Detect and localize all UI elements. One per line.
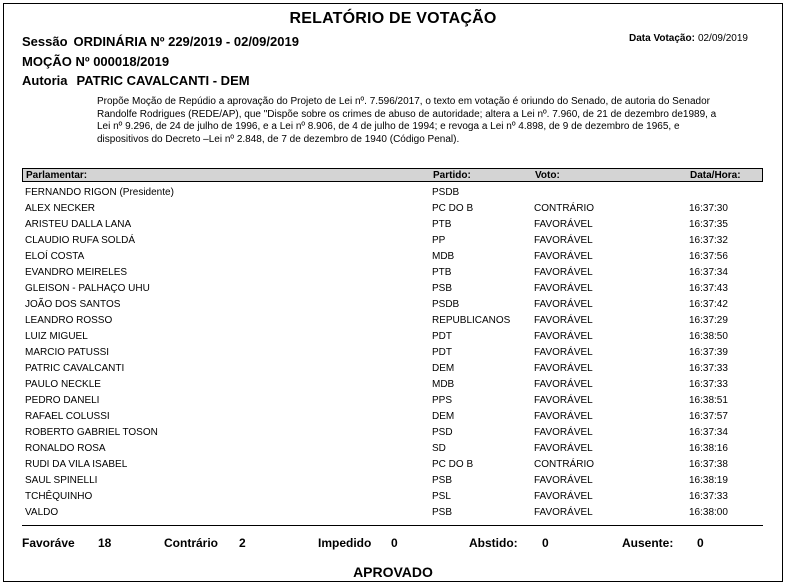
cell-parlamentar: RUDI DA VILA ISABEL [25,459,128,470]
table-row [22,377,763,393]
cell-parlamentar: CLAUDIO RUFA SOLDÁ [25,235,136,246]
cell-voto: FAVORÁVEL [534,219,593,230]
cell-hora: 16:37:43 [689,283,728,294]
cell-hora: 16:38:50 [689,331,728,342]
cell-partido: PSB [432,507,453,518]
report-page [3,3,783,582]
votes-table-header [22,168,763,182]
votes-table-body [22,185,763,521]
autoria-label: Autoria [22,73,68,88]
ementa-line: dispositivos do Decreto –Lei nº 2.848, de 7 de dezembro de 1940 (Código Penal). [97,133,460,145]
cell-voto: FAVORÁVEL [534,507,593,518]
cell-parlamentar: RAFAEL COLUSSI [25,411,110,422]
cell-hora: 16:37:29 [689,315,728,326]
cell-hora: 16:37:33 [689,363,728,374]
cell-partido: PSDB [432,299,460,310]
cell-hora: 16:37:39 [689,347,728,358]
total-impedido-value: 0 [391,536,398,550]
table-row [22,217,763,233]
cell-partido: PTB [432,267,452,278]
cell-hora: 16:38:00 [689,507,728,518]
cell-partido: PTB [432,219,452,230]
table-row [22,185,763,201]
total-abstido-value: 0 [542,536,549,550]
cell-voto: FAVORÁVEL [534,443,593,454]
cell-voto: FAVORÁVEL [534,267,593,278]
cell-partido: PSD [432,427,453,438]
ementa-line: Randolfe Rodrigues (REDE/AP), que "Dispõe sobre os crimes de abuso de autoridade; altera a Lei nº. 7.960, de 21 de dezembro de1989, a [97,108,717,120]
cell-partido: PC DO B [432,203,474,214]
total-abstido-label: Abstido: [469,536,518,550]
data-votacao [629,33,748,44]
cell-partido: MDB [432,251,455,262]
result-status: APROVADO [353,564,433,580]
cell-voto: CONTRÁRIO [534,203,594,214]
cell-parlamentar: ROBERTO GABRIEL TOSON [25,427,158,438]
cell-hora: 16:38:16 [689,443,728,454]
cell-voto: FAVORÁVEL [534,379,593,390]
cell-parlamentar: EVANDRO MEIRELES [25,267,128,278]
cell-parlamentar: MARCIO PATUSSI [25,347,110,358]
table-row [22,425,763,441]
cell-parlamentar: ALEX NECKER [25,203,96,214]
cell-voto: FAVORÁVEL [534,283,593,294]
totals-divider [22,525,763,526]
table-row [22,329,763,345]
cell-parlamentar: ELOÍ COSTA [25,251,85,262]
cell-voto: FAVORÁVEL [534,491,593,502]
cell-partido: PPS [432,395,453,406]
cell-partido: SD [432,443,446,454]
cell-voto: FAVORÁVEL [534,315,593,326]
cell-hora: 16:37:30 [689,203,728,214]
cell-parlamentar: LEANDRO ROSSO [25,315,113,326]
cell-voto: CONTRÁRIO [534,459,594,470]
cell-parlamentar: GLEISON - PALHAÇO UHU [25,283,150,294]
sessao-line [22,34,299,49]
table-row [22,505,763,521]
table-row [22,457,763,473]
table-row [22,441,763,457]
cell-partido: REPUBLICANOS [432,315,511,326]
cell-voto: FAVORÁVEL [534,347,593,358]
cell-partido: DEM [432,363,455,374]
sessao-value: ORDINÁRIA Nº 229/2019 - 02/09/2019 [73,34,299,49]
cell-partido: PSB [432,475,453,486]
cell-parlamentar: TCHÊQUINHO [25,491,93,502]
cell-partido: PDT [432,331,452,342]
cell-hora: 16:37:33 [689,379,728,390]
header-partido: Partido: [433,170,471,181]
cell-parlamentar: JOÃO DOS SANTOS [25,299,121,310]
table-row [22,265,763,281]
mocao-number: MOÇÃO Nº 000018/2019 [22,54,170,69]
header-voto: Voto: [535,170,560,181]
total-contrario-value: 2 [239,536,246,550]
cell-hora: 16:38:19 [689,475,728,486]
table-row [22,393,763,409]
cell-parlamentar: LUIZ MIGUEL [25,331,88,342]
table-row [22,201,763,217]
ementa [97,96,765,146]
sessao-label: Sessão [22,34,68,49]
cell-hora: 16:37:42 [689,299,728,310]
table-row [22,281,763,297]
cell-hora: 16:38:51 [689,395,728,406]
table-row [22,489,763,505]
cell-hora: 16:37:38 [689,459,728,470]
cell-parlamentar: RONALDO ROSA [25,443,106,454]
cell-parlamentar: PAULO NECKLE [25,379,101,390]
cell-voto: FAVORÁVEL [534,411,593,422]
total-ausente-label: Ausente: [622,536,674,550]
autoria-value: PATRIC CAVALCANTI - DEM [76,73,250,88]
cell-partido: PSDB [432,187,460,198]
total-favoravel-label: Favoráve [22,536,75,550]
cell-voto: FAVORÁVEL [534,475,593,486]
totals-line [22,536,763,552]
cell-voto: FAVORÁVEL [534,427,593,438]
cell-voto: FAVORÁVEL [534,395,593,406]
cell-hora: 16:37:32 [689,235,728,246]
report-title: RELATÓRIO DE VOTAÇÃO [289,10,497,27]
total-favoravel-value: 18 [98,536,112,550]
data-votacao-value: 02/09/2019 [697,33,748,44]
table-row [22,297,763,313]
cell-hora: 16:37:34 [689,427,728,438]
cell-parlamentar: SAUL SPINELLI [25,475,98,486]
cell-partido: PP [432,235,446,246]
table-row [22,313,763,329]
cell-voto: FAVORÁVEL [534,331,593,342]
cell-parlamentar: PEDRO DANELI [25,395,100,406]
cell-voto: FAVORÁVEL [534,235,593,246]
cell-parlamentar: VALDO [25,507,59,518]
cell-partido: PSB [432,283,453,294]
cell-voto: FAVORÁVEL [534,363,593,374]
data-votacao-label: Data Votação: [628,33,695,44]
cell-partido: PC DO B [432,459,474,470]
autoria-line [22,73,250,88]
table-row [22,473,763,489]
cell-partido: MDB [432,379,455,390]
cell-partido: PSL [432,491,451,502]
table-row [22,345,763,361]
total-impedido-label: Impedido [318,536,372,550]
cell-voto: FAVORÁVEL [534,299,593,310]
ementa-line: Lei nº 9.296, de 24 de julho de 1996, e a Lei nº 8.906, de 4 de julho de 1994; e revoga a Lei nº 4.898, de 9 de dezembro de 1965, e [97,121,680,132]
header-parlamentar: Parlamentar: [26,170,88,181]
cell-voto: FAVORÁVEL [534,251,593,262]
cell-parlamentar: FERNANDO RIGON (Presidente) [25,187,174,198]
table-row [22,233,763,249]
table-row [22,249,763,265]
cell-parlamentar: PATRIC CAVALCANTI [25,363,125,374]
table-row [22,409,763,425]
cell-hora: 16:37:57 [689,411,728,422]
cell-partido: PDT [432,347,452,358]
cell-hora: 16:37:56 [689,251,728,262]
table-row [22,361,763,377]
total-ausente-value: 0 [697,536,704,550]
cell-parlamentar: ARISTEU DALLA LANA [25,219,132,230]
cell-partido: DEM [432,411,455,422]
cell-hora: 16:37:35 [689,219,728,230]
header-hora: Data/Hora: [690,170,741,181]
cell-hora: 16:37:33 [689,491,728,502]
cell-hora: 16:37:34 [689,267,728,278]
ementa-line: Propõe Moção de Repúdio a aprovação do Projeto de Lei nº. 7.596/2017, o texto em votação é oriundo do Senado, de autoria do Senador [97,96,710,107]
total-contrario-label: Contrário [164,536,218,550]
